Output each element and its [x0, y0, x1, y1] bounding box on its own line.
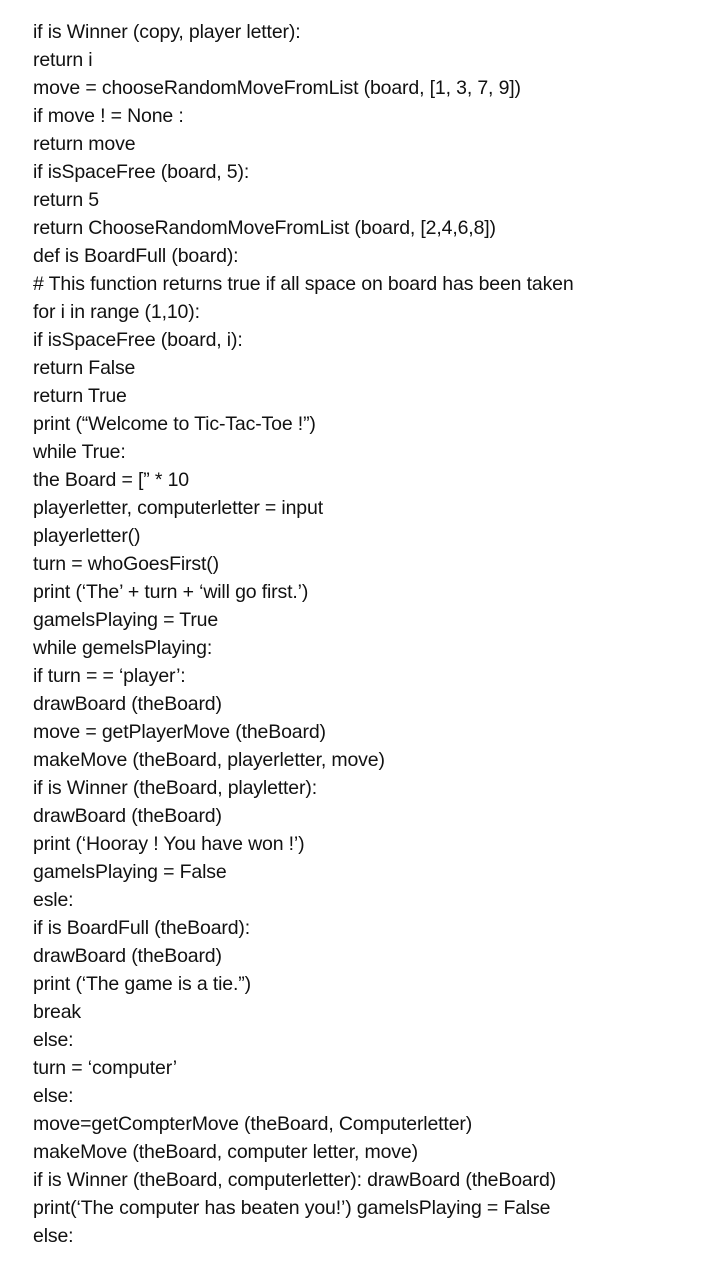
code-line: while gemelsPlaying:: [33, 637, 213, 659]
code-line: if isSpaceFree (board, 5):: [33, 161, 250, 183]
code-line: if is Winner (copy, player letter):: [33, 21, 301, 43]
code-line: if is Winner (theBoard, playletter):: [33, 777, 317, 799]
code-line: gamelsPlaying = False: [33, 861, 227, 883]
code-line: break: [33, 1001, 82, 1023]
code-line: else:: [33, 1225, 74, 1247]
code-line: print (‘Hooray ! You have won !’): [33, 833, 305, 855]
code-line: return move: [33, 133, 136, 155]
code-line: for i in range (1,10):: [33, 301, 200, 323]
code-line: playerletter, computerletter = input: [33, 497, 323, 519]
code-line: gamelsPlaying = True: [33, 609, 219, 631]
code-line: makeMove (theBoard, computer letter, move): [33, 1141, 418, 1163]
code-line: if move ! = None :: [33, 105, 184, 127]
code-line: move=getCompterMove (theBoard, Computerletter): [33, 1113, 473, 1135]
code-line: return False: [33, 357, 136, 379]
code-line: else:: [33, 1029, 74, 1051]
code-line: print(‘The computer has beaten you!’) gamelsPlaying = False: [33, 1197, 551, 1219]
code-line: drawBoard (theBoard): [33, 805, 222, 827]
code-line: if is Winner (theBoard, computerletter): drawBoard (theBoard): [33, 1169, 556, 1191]
code-line: drawBoard (theBoard): [33, 693, 222, 715]
code-line: return ChooseRandomMoveFromList (board, [2,4,6,8]): [33, 217, 496, 239]
code-line: return i: [33, 49, 93, 71]
code-line: print (“Welcome to Tic-Tac-Toe !”): [33, 413, 316, 435]
code-line: # This function returns true if all space on board has been taken: [33, 273, 574, 295]
code-line: makeMove (theBoard, playerletter, move): [33, 749, 385, 771]
code-line: while True:: [33, 441, 126, 463]
code-line: the Board = [” * 10: [33, 469, 189, 491]
code-line: if is BoardFull (theBoard):: [33, 917, 251, 939]
code-document: [33, 18, 703, 1250]
code-line: return 5: [33, 189, 100, 211]
code-line: drawBoard (theBoard): [33, 945, 222, 967]
code-line: else:: [33, 1085, 74, 1107]
code-line: playerletter(): [33, 525, 141, 547]
code-line: if isSpaceFree (board, i):: [33, 329, 243, 351]
code-line: turn = whoGoesFirst(): [33, 553, 219, 575]
code-line: move = chooseRandomMoveFromList (board, [1, 3, 7, 9]): [33, 77, 521, 99]
code-line: def is BoardFull (board):: [33, 245, 239, 267]
code-line: return True: [33, 385, 127, 407]
code-line: print (‘The’ + turn + ‘will go first.’): [33, 581, 309, 603]
code-line: if turn = = ‘player’:: [33, 665, 186, 687]
code-line: turn = ‘computer’: [33, 1057, 177, 1079]
code-line: move = getPlayerMove (theBoard): [33, 721, 326, 743]
code-line: print (‘The game is a tie.”): [33, 973, 251, 995]
code-line: esle:: [33, 889, 74, 911]
